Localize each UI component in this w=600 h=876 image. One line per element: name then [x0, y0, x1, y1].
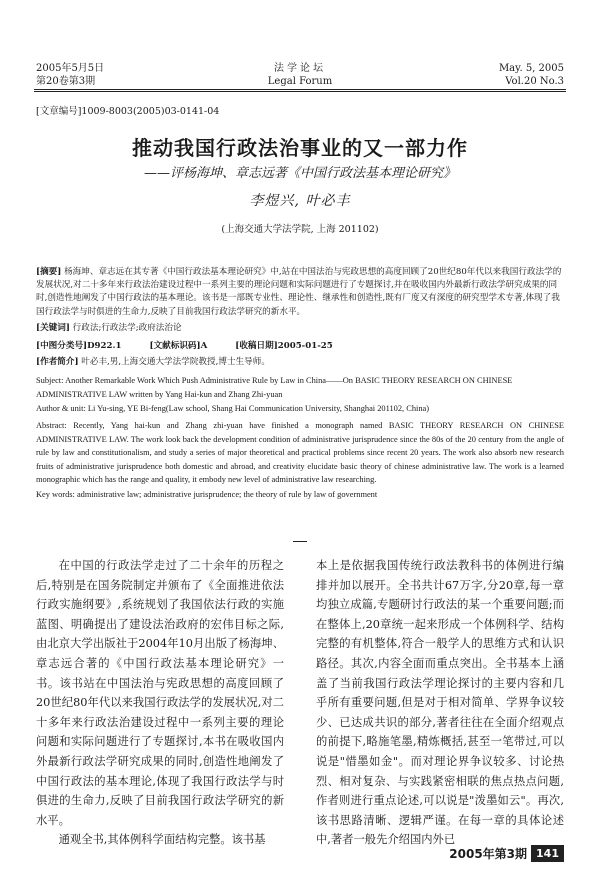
header-rule — [34, 89, 566, 90]
body-paragraph: 在中国的行政法学走过了二十余年的历程之后,特别是在国务院制定并颁布了《全面推进依法行政实施纲要》,系统规划了我国依法行政的实施蓝图、明确提出了建设法治政府的宏伟目标之际,由北京大学出版社于2004年10月出版了杨海坤、章志远合著的《中国行政法基本理论研究》一书。该书站在中国法治与宪政思想的高度回顾了20世纪80年代以来我国行政法学的发展状况,对二十多年来行政法治建设过程中一系列主要的理论问题和实际问题进行了专题探讨,本书在吸收国内外最新行政法学研究成果的同时,创造性地阐发了中国行政法的基本理论,体现了我国行政法学与时俱进的生命力,反映了目前我国行政法学研究的新水平。 — [36, 559, 284, 827]
english-author: Author & unit: Li Yu-sing, YE Bi-feng(Law school, Shang Hai Communication University, Shanghai 201102, China) — [36, 404, 430, 413]
header-volume-en: Vol.20 No.3 — [505, 76, 564, 87]
header-date-cn: 2005年5月5日 — [36, 63, 105, 74]
body-column-left — [36, 556, 284, 850]
author-intro-text: 叶必丰,男,上海交通大学法学院教授,博士生导师。 — [81, 357, 270, 367]
body-paragraph: 通观全书,其体例科学面结构完整。该书基 — [58, 833, 266, 847]
classification-row — [36, 339, 564, 351]
article-subtitle: ——评杨海坤、章志远著《中国行政法基本理论研究》 — [143, 166, 456, 181]
keywords-cn-label: [关键词] — [36, 323, 70, 333]
header-rule-thin — [34, 91, 566, 92]
keywords-cn — [36, 322, 564, 335]
author-intro-label: [作者简介] — [36, 357, 79, 367]
body-paragraph: 本上是依据我国传统行政法教科书的体例进行编排并加以展开。全书共计67万字,分20章,每一章均独立成篇,专题研讨行政法的某一个重要问题;而在整体上,20章统一起来形成一个体例科学、结构完整的有机整体,符合一般学人的思维方式和认识路径。其次,内容全面而重点突出。全书基本上涵盖了当前我国行政法学理论探讨的主要内容和几乎所有重要问题,但是对于相对简单、学界争议较少、已达成共识的部分,著者往往在全面介绍观点的前提下,略施笔墨,精炼概括,甚至一笔带过,可以说是"惜墨如金"。而对理论界争议较多、讨论热烈、相对复杂、与实践紧密相联的焦点热点问题,作者则进行重点论述,可以说是"泼墨如云"。再次,该书思路清晰、逻辑严谨。在每一章的具体论述中,著者一般先介绍国内外已 — [316, 559, 564, 847]
footer-issue: 2005年第3期 — [449, 847, 528, 861]
clc-number: [中图分类号]D922.1 — [36, 341, 122, 351]
journal-name-cn: 法学论坛 — [274, 63, 326, 74]
document-code: [文献标识码]A — [149, 341, 208, 351]
author-intro — [36, 356, 564, 369]
body-column-right — [316, 556, 564, 850]
english-keywords: Key words: administrative law; administrative jurisprudence; the theory of rule by law of government — [36, 490, 378, 499]
journal-name-en: Legal Forum — [267, 76, 333, 87]
header-volume-cn: 第20卷第3期 — [36, 76, 96, 87]
received-date: [收稿日期]2005-01-25 — [235, 341, 333, 351]
article-title: 推动我国行政法治事业的又一部力作 — [132, 136, 468, 160]
abstract-cn-text: 杨海坤、章志远在其专著《中国行政法基本理论研究》中,站在中国法治与宪政思想的高度回顾了20世纪80年代以来我国行政法学的发展状况,对二十多年来行政法治建设过程中一系列主要的理论问题和实际问题进行了专题探讨,并在吸收国内外最新行政法学研究成果的同时,创造性地阐发了中国行政法的基本理论。该书是一部既专业性、理论性、继承性和创造性,既有厂度又有深度的研究型学术专著,体现了我国行政法学与时俱进的生命力,反映了目前我国行政法学研究的新水平。 — [36, 267, 562, 317]
abstract-cn — [36, 266, 564, 319]
article-id: [文章编号]1009-8003(2005)03-0141-04 — [36, 106, 220, 117]
english-subject: Subject: Another Remarkable Work Which Push Administrative Rule by Law in China——On BASIC THEORY RESEARCH ON CHINESE ADMINISTRATIVE LAW written by Yang Hai-kun and Zhang Zhi-yuan — [36, 376, 513, 399]
keywords-cn-text: 行政法;行政法学;政府法治论 — [72, 323, 182, 333]
english-abstract: Abstract: Recently, Yang hai-kun and Zhang zhi-yuan have finished a monograph named BASIC THEORY RESEARCH ON CHINESE ADMINISTRATIVE LAW. The work look back the development condition of administrative jurisprudence since the 80s of the 20 century from the angle of rule by law and constitutionalism, and study a series of major theoretical and practical problems since recent 20 years. The work also absorb new research fruits of administrative jurisprudence both domestic and abroad, and creativity elucidate basic theory of chinese administrative law. The work is a learned monographic which has the range and quality, it embody new level of administrative law researching. — [36, 421, 564, 484]
article-authors: 李煜兴, 叶必丰 — [249, 193, 351, 209]
page-footer — [449, 845, 564, 862]
header-date-en: May. 5, 2005 — [498, 63, 564, 74]
header-right — [499, 62, 564, 88]
section-separator — [293, 541, 307, 542]
page-number: 141 — [531, 845, 564, 862]
abstract-cn-label: [摘要] — [36, 267, 62, 277]
author-affiliation: (上海交通大学法学院, 上海 201102) — [221, 224, 379, 235]
